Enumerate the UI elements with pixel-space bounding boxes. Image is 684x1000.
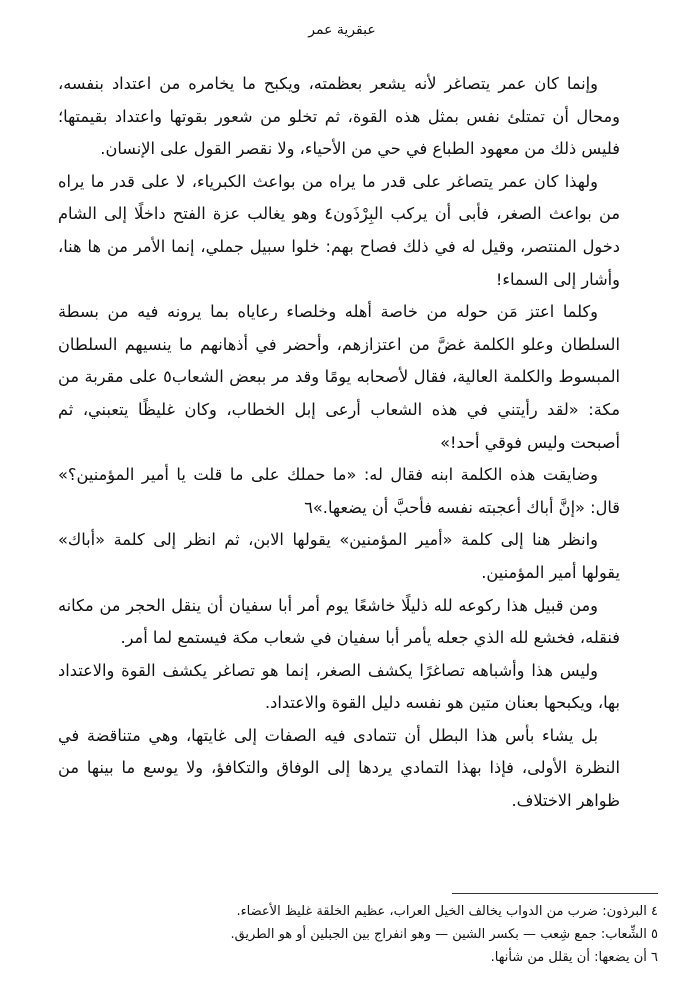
paragraph: وكلما اعتز مَن حوله من خاصة أهله وخلصاء رعاياه بما يرونه فيه من بسطة السلطان وعلو الكلمة غضَّ من اعتزازهم، وأحضر في أذهانهم ما ينسيهم السلطان المبسوط والكلمة العالية، فقال لأصحابه يومًا وقد مر ببعض الشعاب٥ على مقربة من مكة: «لقد رأيتني في هذه الشعاب أرعى إبل الخطاب، وكان غليظًا يتعبني، ثم أصبحت وليس فوقي أحد!» (58, 302, 620, 452)
footnote-divider (452, 893, 658, 894)
running-header: عبقرية عمر (308, 22, 376, 38)
paragraph: ومن قبيل هذا ركوعه لله ذليلًا خاشعًا يوم أمر أبا سفيان أن ينقل الحجر من مكانه فنقله، فخشع لله الذي جعله يأمر أبا سفيان في شعاب مكة فيستمع لما أمر. (58, 595, 620, 648)
paragraph: وانظر هنا إلى كلمة «أمير المؤمنين» يقولها الابن، ثم انظر إلى كلمة «أباك» يقولها أمير المؤمنين. (58, 530, 620, 582)
body-text (58, 68, 620, 818)
footnote: ٤ البرذون: ضرب من الدواب يخالف الخيل العراب، عظيم الخلقة غليظ الأعضاء. (236, 904, 658, 919)
paragraph: ولهذا كان عمر يتصاغر على قدر ما يراه من بواعث الكبرياء، لا على قدر ما يراه من بواعث الصغر، فأبى أن يركب البِرْذَون٤ وهو يغالب عزة الفتح داخلًا إلى الشام دخول المنتصر، وقيل له في ذلك فصاح بهم: خلوا سبيل جملي، إنما الأمر من ها هنا، وأشار إلى السماء! (58, 171, 620, 289)
paragraph: بل يشاء بأس هذا البطل أن تتمادى فيه الصفات إلى غايتها، وهي متناقضة في النظرة الأولى، فإذا بهذا التمادي يردها إلى الوفاق والتكافؤ، ولا يوسع ما بينها من ظواهر الاختلاف. (58, 725, 620, 811)
paragraph: وإنما كان عمر يتصاغر لأنه يشعر بعظمته، ويكبح ما يخامره من اعتداد بنفسه، ومحال أن تمتلئ نفس بمثل هذه القوة، ثم تخلو من شعور بقوتها واعتداد بقيمتها؛ فليس ذلك من معهود الطباع في حي من الأحياء، ولا نقصر القول على الإنسان. (58, 74, 620, 159)
footnote: ٥ الشِّعاب: جمع شِعب — بكسر الشين — وهو انفراج بين الجبلين أو هو الطريق. (230, 927, 658, 942)
footnotes (26, 900, 658, 969)
footnote: ٦ أن يضعها: أن يقلل من شأنها. (490, 950, 658, 965)
paragraph: وليس هذا وأشباهه تصاغرًا يكشف الصغر، إنما هو تصاغر يكشف القوة والاعتداد بها، ويكبحها بعنان متين هو نفسه دليل القوة والاعتداد. (58, 660, 620, 713)
paragraph: وضايقت هذه الكلمة ابنه فقال له: «ما حملك على ما قلت يا أمير المؤمنين؟» قال: «إنَّ أباك أعجبته نفسه فأحبَّ أن يضعها.»٦ (58, 465, 620, 517)
